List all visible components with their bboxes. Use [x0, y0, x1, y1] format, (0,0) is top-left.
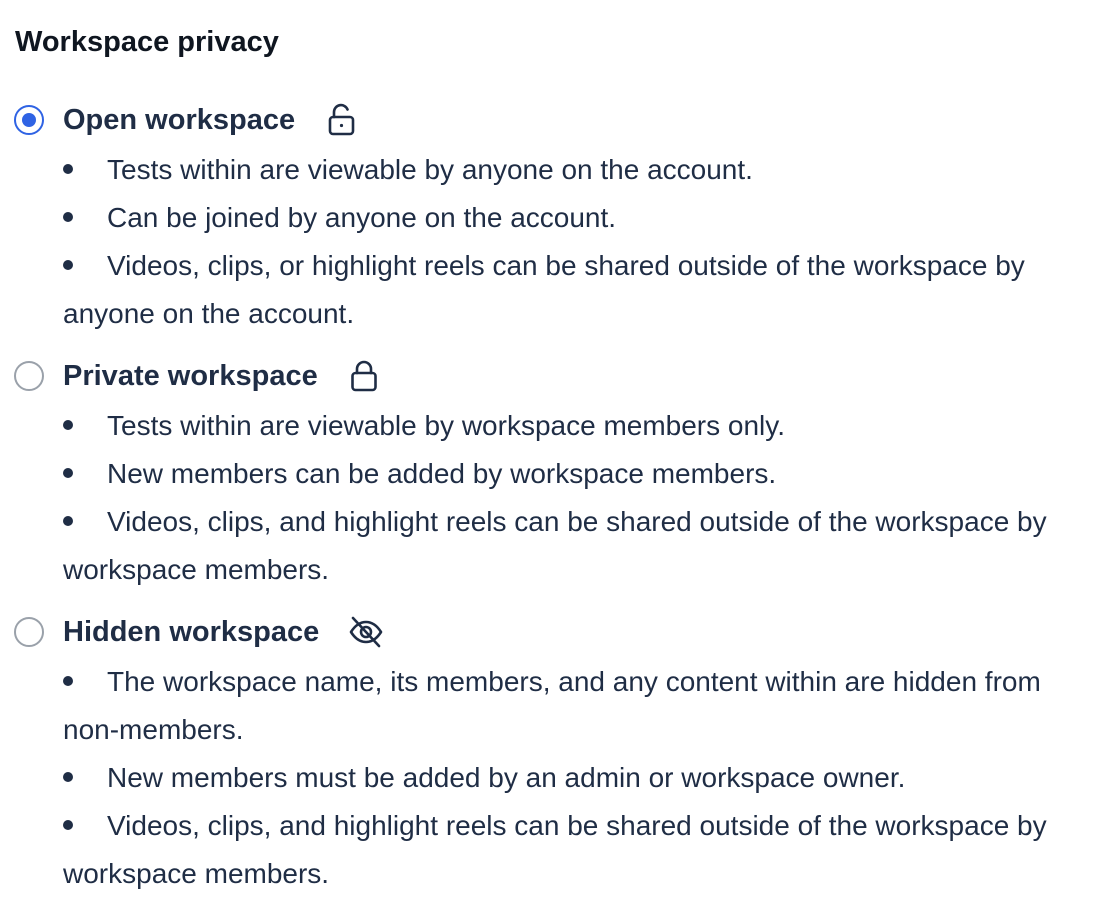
option-label-private-workspace[interactable]: Private workspace	[63, 360, 318, 392]
option-header[interactable]	[0, 610, 1100, 658]
bullet-text: Videos, clips, and highlight reels can be shared outside of the workspace by workspace members.	[63, 810, 1047, 889]
list-item	[0, 802, 1100, 898]
bullet-list	[0, 658, 1100, 898]
bullet-list	[0, 146, 1100, 338]
bullet-dot	[63, 772, 73, 782]
list-item	[0, 242, 1100, 338]
bullet-dot	[63, 212, 73, 222]
option-hidden-workspace[interactable]	[0, 610, 1100, 898]
bullet-dot	[63, 676, 73, 686]
bullet-dot	[63, 516, 73, 526]
section-title: Workspace privacy	[15, 26, 279, 58]
bullet-dot	[63, 468, 73, 478]
option-label-hidden-workspace[interactable]: Hidden workspace	[63, 616, 320, 648]
list-item	[0, 450, 1100, 498]
bullet-list	[0, 402, 1100, 594]
list-item	[0, 754, 1100, 802]
option-header[interactable]	[0, 98, 1100, 146]
radio-hidden-workspace[interactable]	[14, 617, 44, 647]
unlocked-padlock-icon	[324, 102, 360, 138]
bullet-text: New members can be added by workspace members.	[107, 458, 777, 489]
bullet-text: Tests within are viewable by workspace members only.	[107, 410, 785, 441]
list-item	[0, 194, 1100, 242]
list-item	[0, 146, 1100, 194]
bullet-dot	[63, 820, 73, 830]
option-label-open-workspace[interactable]: Open workspace	[63, 104, 296, 136]
radio-open-workspace[interactable]	[14, 105, 44, 135]
bullet-text: New members must be added by an admin or workspace owner.	[107, 762, 906, 793]
bullet-text: Can be joined by anyone on the account.	[107, 202, 617, 233]
locked-padlock-icon	[346, 358, 382, 394]
bullet-text: Videos, clips, or highlight reels can be shared outside of the workspace by anyone on the account.	[63, 250, 1025, 329]
bullet-text: Tests within are viewable by anyone on the account.	[107, 154, 753, 185]
option-header[interactable]	[0, 354, 1100, 402]
bullet-text: Videos, clips, and highlight reels can be shared outside of the workspace by workspace members.	[63, 506, 1047, 585]
list-item	[0, 402, 1100, 450]
option-private-workspace[interactable]	[0, 354, 1100, 594]
bullet-text: The workspace name, its members, and any content within are hidden from non-members.	[63, 666, 1041, 745]
bullet-dot	[63, 420, 73, 430]
bullet-dot	[63, 260, 73, 270]
bullet-dot	[63, 164, 73, 174]
list-item	[0, 658, 1100, 754]
list-item	[0, 498, 1100, 594]
option-open-workspace[interactable]	[0, 98, 1100, 338]
radio-private-workspace[interactable]	[14, 361, 44, 391]
eye-slash-icon	[348, 614, 384, 650]
